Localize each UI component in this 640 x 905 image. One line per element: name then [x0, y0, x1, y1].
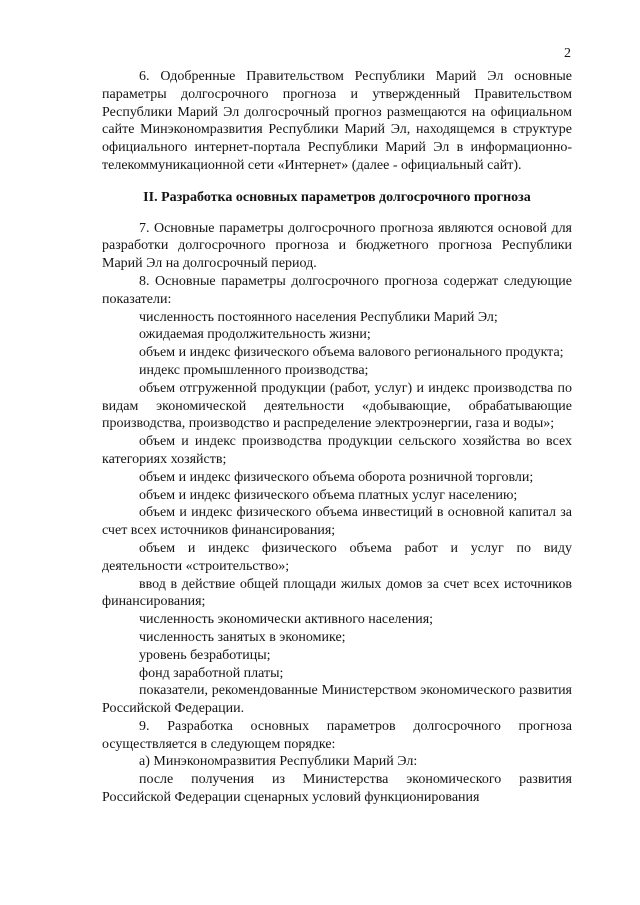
list-item: численность постоянного населения Республики Марий Эл;	[139, 309, 498, 325]
list-item: фонд заработной платы;	[139, 665, 284, 681]
paragraph-9: 9. Разработка основных параметров долгосрочного прогноза осуществляется в следующем порядке:	[102, 718, 572, 752]
paragraph-7: 7. Основные параметры долгосрочного прогноза являются основой для разработки долгосрочного прогноза и бюджетного прогноза Республики Марий Эл на долгосрочный период.	[102, 220, 572, 272]
list-item: объем и индекс физического объема работ и услуг по виду деятельности «строительство»;	[102, 540, 572, 574]
list-item: ввод в действие общей площади жилых домов за счет всех источников финансирования;	[102, 576, 572, 610]
list-item: показатели, рекомендованные Министерством экономического развития Российской Федерации.	[102, 683, 572, 717]
list-item: объем отгруженной продукции (работ, услуг) и индекс производства по видам экономической деятельности «добывающие, обрабатывающие производства, производство и распределение электроэнергии, газа и воды»;	[102, 380, 572, 432]
section-heading: II. Разработка основных параметров долгосрочного прогноза	[143, 189, 531, 205]
list-item: объем и индекс физического объема инвестиций в основной капитал за счет всех источников финансирования;	[102, 505, 572, 539]
paragraph-6: 6. Одобренные Правительством Республики Марий Эл основные параметры долгосрочного прогноза и утвержденный Правительством Республики Марий Эл долгосрочный прогноз размещаются на официальном сайте Минэкономразвития Республики Марий Эл, находящемся в структуре официального интернет-портала Республики Марий Эл в информационно-телекоммуникационной сети «Интернет» (далее - официальный сайт).	[102, 69, 572, 173]
page-number: 2	[564, 46, 571, 61]
list-item: ожидаемая продолжительность жизни;	[139, 327, 371, 343]
list-item: объем и индекс производства продукции сельского хозяйства во всех категориях хозяйств;	[102, 434, 572, 467]
subparagraph-a: а) Минэкономразвития Республики Марий Эл:	[139, 754, 418, 770]
list-item: уровень безработицы;	[139, 647, 271, 663]
list-item: индекс промышленного производства;	[139, 362, 369, 378]
list-item: численность экономически активного населения;	[139, 612, 434, 628]
document-body	[102, 68, 572, 807]
paragraph-continuation: после получения из Министерства экономического развития Российской Федерации сценарных условий функционирования	[102, 772, 572, 806]
list-item: численность занятых в экономике;	[139, 629, 346, 645]
paragraph-8: 8. Основные параметры долгосрочного прогноза содержат следующие показатели:	[102, 273, 572, 307]
list-item: объем и индекс физического объема валового регионального продукта;	[139, 345, 564, 361]
list-item: объем и индекс физического объема платных услуг населению;	[139, 487, 518, 503]
list-item: объем и индекс физического объема оборота розничной торговли;	[139, 469, 534, 485]
